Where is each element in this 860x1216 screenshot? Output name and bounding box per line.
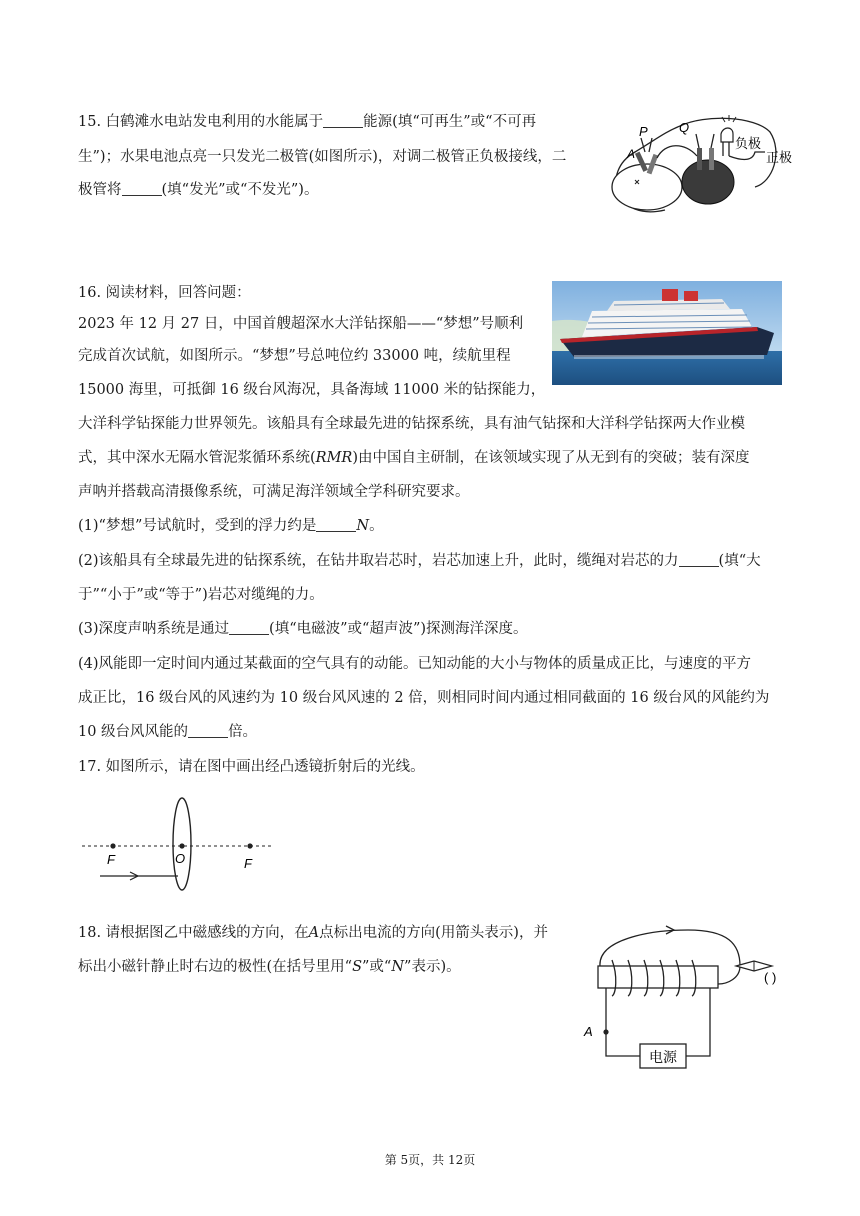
q15-line-2: 生”)；水果电池点亮一只发光二极管(如图所示)，对调二极管正负极接线，二 bbox=[78, 149, 567, 165]
focus-point-right bbox=[247, 843, 252, 848]
answer-blank[interactable] bbox=[229, 620, 269, 635]
needle-pole-bracket[interactable]: ( ) bbox=[764, 970, 777, 985]
solenoid-circuit-figure bbox=[578, 926, 788, 1076]
label-p: P bbox=[639, 124, 648, 139]
convex-lens-figure bbox=[78, 792, 278, 892]
q16-para-line: 完成首次试航，如图所示。“梦想”号总吨位约 33000 吨，续航里程 bbox=[78, 348, 511, 364]
page-footer: 第 5页，共 12页 bbox=[384, 1153, 476, 1167]
label-negative-pole: 负极 bbox=[735, 136, 762, 151]
answer-blank[interactable] bbox=[122, 181, 162, 196]
circuit-wire bbox=[606, 988, 640, 1056]
q15-line-1: 15. 白鹤滩水电站发电利用的水能属于 能源(填“可再生”或“不可再 bbox=[78, 114, 537, 130]
q16-para-line: 大洋科学钻探能力世界领先。该船具有全球最先进的钻探系统，具有油气钻探和大洋科学钻探两大作业模 bbox=[78, 416, 745, 432]
q16-sub-1: (1)“梦想”号试航时，受到的浮力约是 N。 bbox=[78, 518, 384, 534]
fruit-battery-figure bbox=[605, 112, 793, 220]
q16-sub-2: (2)该船具有全球最先进的钻探系统，在钻井取岩芯时，岩芯加速上升，此时，缆绳对岩芯的力 (填“大 bbox=[78, 553, 761, 569]
label-a: A bbox=[584, 1024, 593, 1039]
point-a bbox=[603, 1029, 608, 1034]
ship-photo bbox=[552, 281, 782, 385]
q16-para-line: 2023 年 12 月 27 日，中国首艘超深水大洋钻探船——“梦想”号顺利 bbox=[78, 316, 524, 332]
q16-heading: 16. 阅读材料，回答问题： bbox=[78, 285, 251, 301]
label-positive-pole: 正极 bbox=[766, 150, 793, 165]
answer-blank[interactable] bbox=[679, 552, 719, 567]
q16-para-line: 15000 海里，可抵御 16 级台风海况，具备海域 11000 米的钻探能力， bbox=[78, 382, 546, 398]
label-o: O bbox=[175, 851, 186, 866]
label-f-left: F bbox=[107, 852, 115, 867]
label-a: A bbox=[627, 147, 636, 161]
optical-center bbox=[179, 843, 184, 848]
power-supply-label: 电源 bbox=[649, 1049, 677, 1065]
answer-blank[interactable] bbox=[188, 723, 228, 738]
q16-para-line: 声呐并搭载高清摄像系统，可满足海洋领域全学科研究要求。 bbox=[78, 484, 470, 500]
q16-sub-4-cont: 成正比，16 级台风的风速约为 10 级台风风速的 2 倍，则相同时间内通过相同截面的 16 级台风的风能约为 bbox=[78, 690, 770, 706]
q17-text: 17. 如图所示，请在图中画出经凸透镜折射后的光线。 bbox=[78, 759, 425, 775]
label-q: Q bbox=[679, 120, 690, 135]
q16-para-line: 式，其中深水无隔水管泥浆循环系统(RMR)由中国自主研制，在该领域实现了从无到有的突破；装有深度 bbox=[78, 450, 750, 466]
q16-sub-4-end: 10 级台风风能的 倍。 bbox=[78, 724, 258, 740]
q18-line-1: 18. 请根据图乙中磁感线的方向，在A点标出电流的方向(用箭头表示)，并 bbox=[78, 925, 548, 941]
answer-blank[interactable] bbox=[323, 113, 363, 128]
answer-blank[interactable] bbox=[316, 517, 356, 532]
q16-sub-2-cont: 于”“小于”或“等于”)岩芯对缆绳的力。 bbox=[78, 587, 324, 603]
q16-sub-4: (4)风能即一定时间内通过某截面的空气具有的动能。已知动能的大小与物体的质量成正比，与速度的平方 bbox=[78, 656, 752, 672]
circuit-wire bbox=[686, 988, 710, 1056]
q15-line-3: 极管将 (填“发光”或“不发光”)。 bbox=[78, 182, 319, 198]
label-f-right: F bbox=[244, 856, 252, 871]
focus-point-left bbox=[110, 843, 115, 848]
q18-line-2: 标出小磁针静止时右边的极性(在括号里用“S”或“N”表示)。 bbox=[78, 959, 461, 975]
q16-sub-3: (3)深度声呐系统是通过 (填“电磁波”或“超声波”)探测海洋深度。 bbox=[78, 621, 528, 637]
